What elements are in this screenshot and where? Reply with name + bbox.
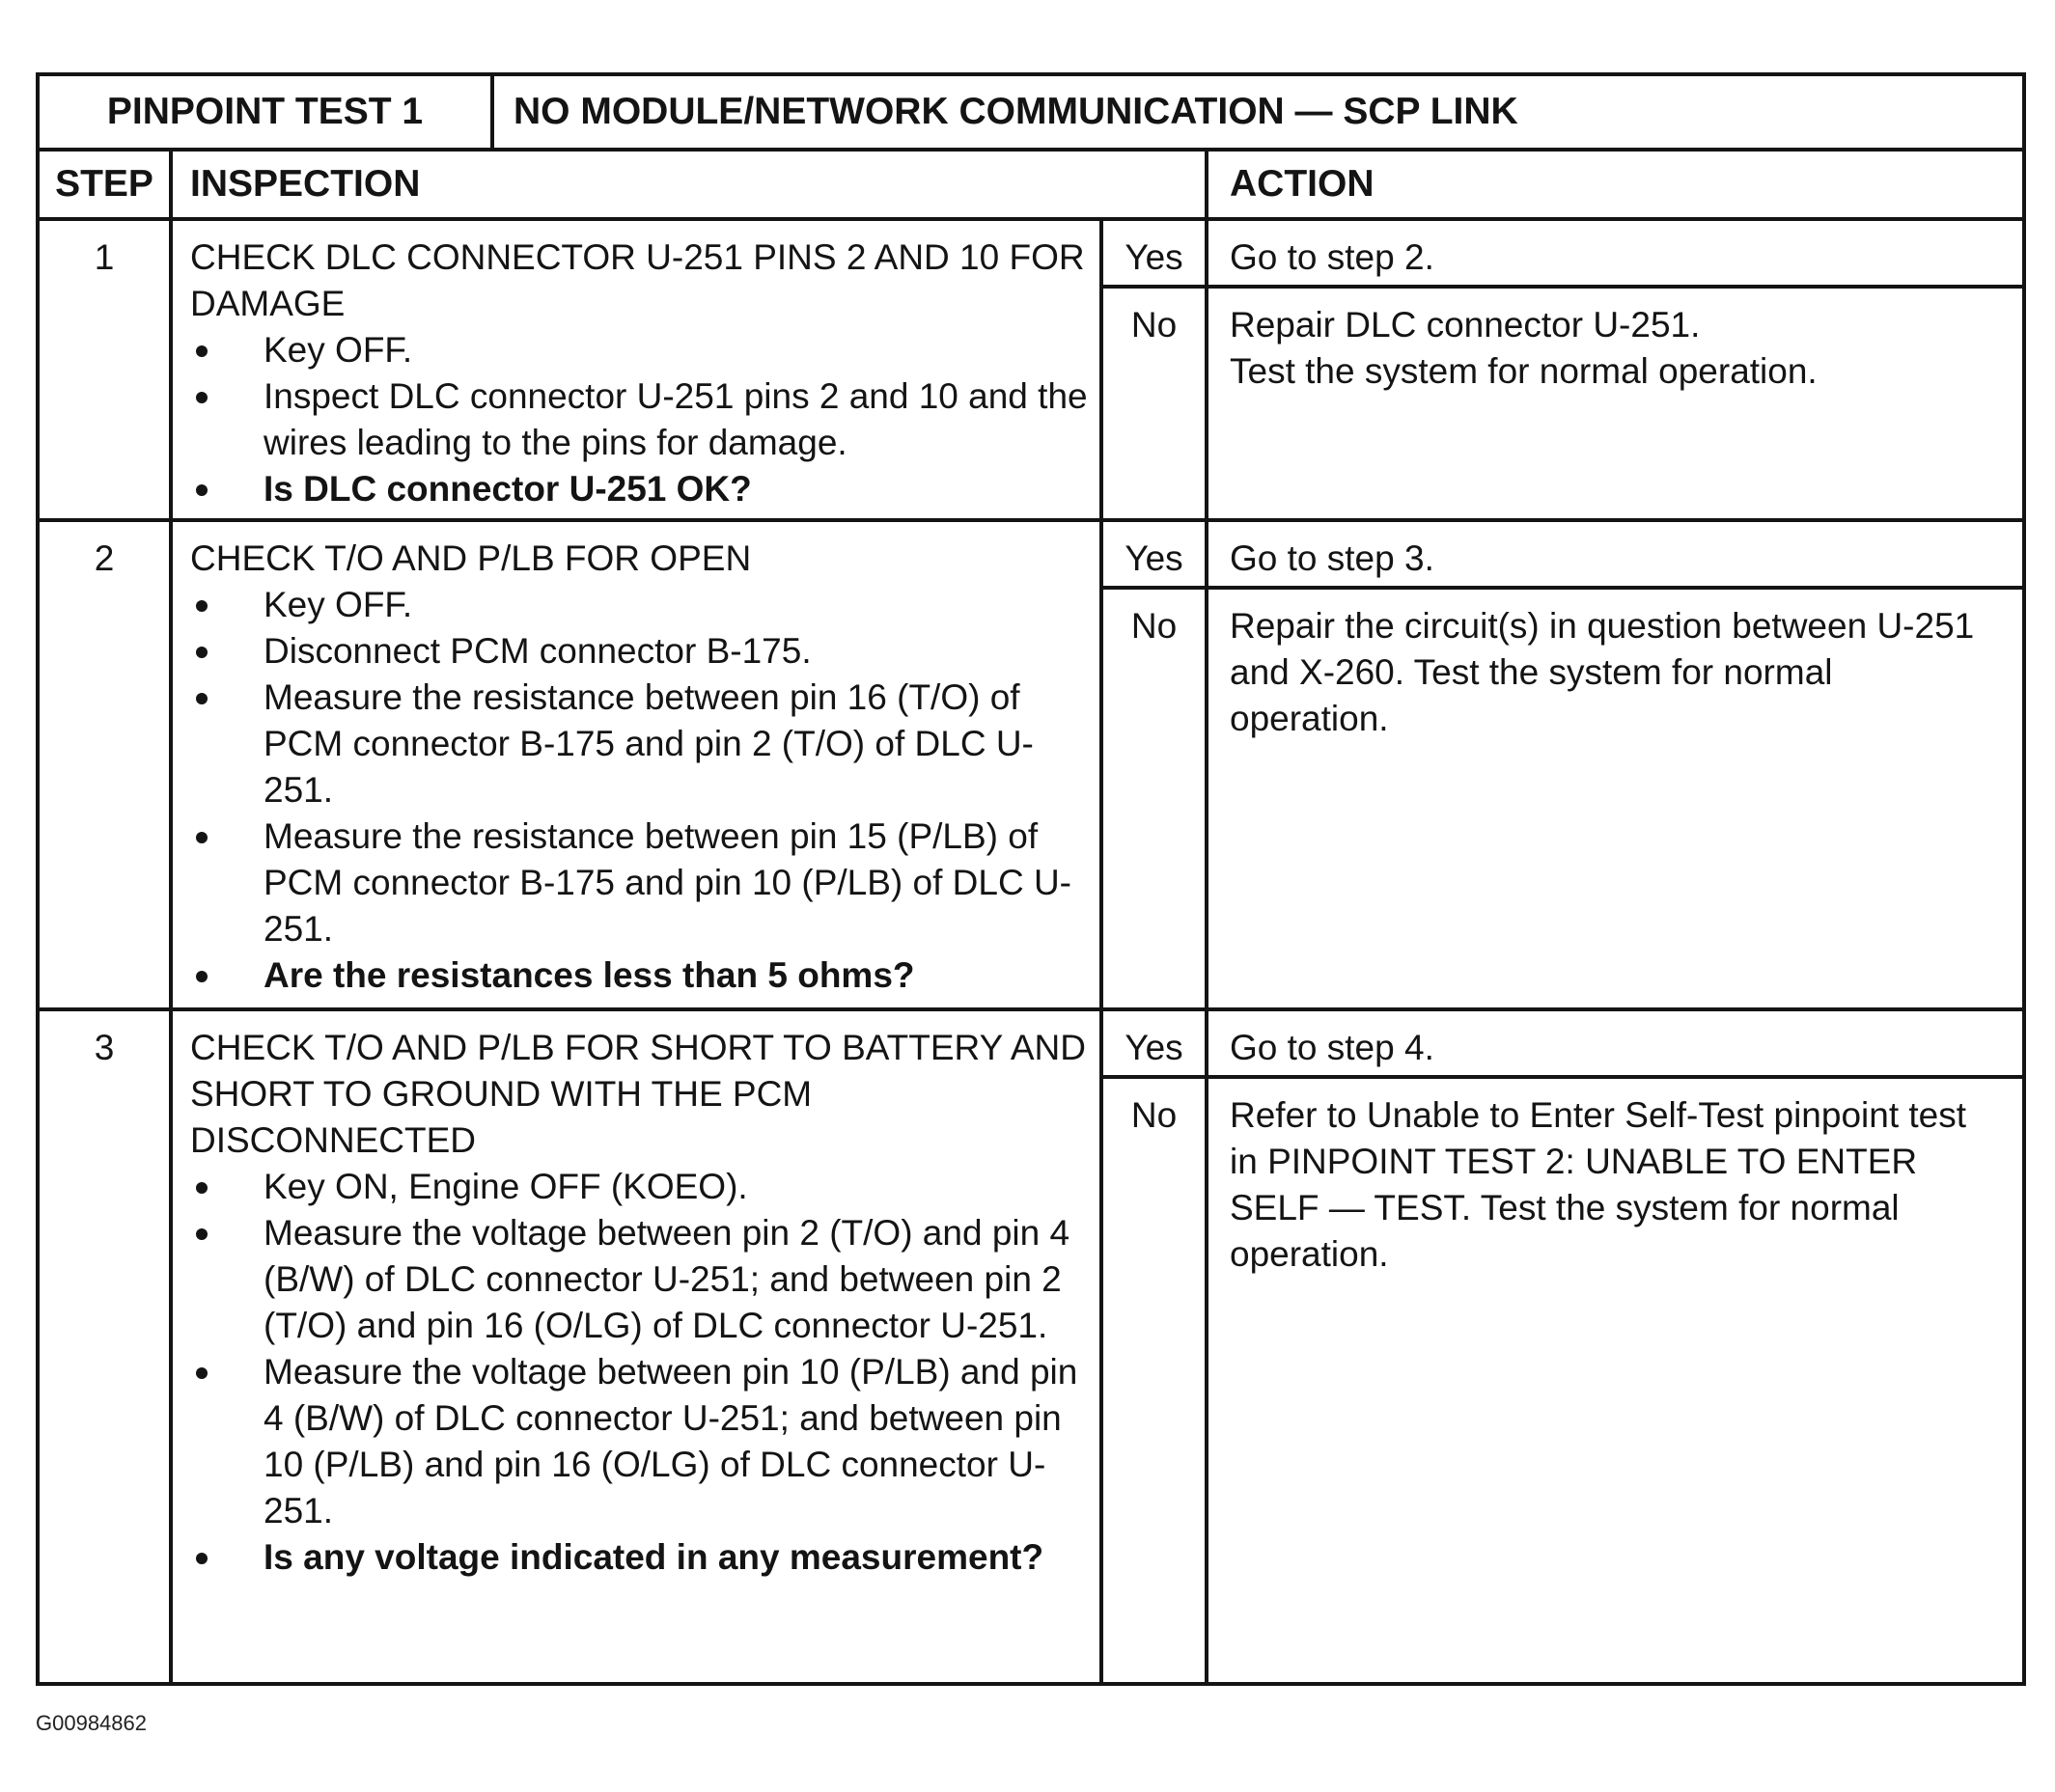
no-action — [1208, 289, 2022, 395]
step-row-2 — [40, 522, 2022, 1011]
inspection-title: CHECK T/O AND P/LB FOR SHORT TO BATTERY AND SHORT TO GROUND WITH THE PCM DISCONNECTED — [190, 1028, 1086, 1160]
inspection-question: Are the resistances less than 5 ohms? — [190, 952, 1090, 999]
column-header-row — [40, 152, 2022, 221]
inspection-title: CHECK DLC CONNECTOR U-251 PINS 2 AND 10 FOR DAMAGE — [190, 237, 1085, 323]
yes-action: Go to step 3. — [1208, 522, 2022, 590]
yes-label: Yes — [1103, 1011, 1205, 1079]
inspection-question: Is DLC connector U-251 OK? — [190, 466, 1090, 512]
step-number: 3 — [40, 1011, 173, 1682]
action-column-header: ACTION — [1230, 163, 1375, 205]
no-label: No — [1130, 1095, 1178, 1135]
bullet-item: Measure the resistance between pin 16 (T/O) of PCM connector B-175 and pin 2 (T/O) of DLC U-251. — [190, 675, 1090, 813]
yes-no-cell — [1103, 1011, 1208, 1682]
yes-no-cell — [1103, 221, 1208, 518]
inspection-column-header: INSPECTION — [173, 152, 1208, 217]
bullet-item: Key OFF. — [190, 327, 1090, 373]
yes-action: Go to step 4. — [1208, 1011, 2022, 1079]
test-name-title: NO MODULE/NETWORK COMMUNICATION — SCP LINK — [514, 91, 1518, 132]
inspection-cell — [173, 522, 1103, 1007]
yes-no-cell — [1103, 522, 1208, 1007]
figure-id: G00984862 — [36, 1711, 147, 1735]
step-row-3 — [40, 1011, 2022, 1682]
action-cell — [1208, 221, 2022, 518]
step-row-1 — [40, 221, 2022, 522]
bullet-item: Inspect DLC connector U-251 pins 2 and 10 and the wires leading to the pins for damage. — [190, 373, 1090, 466]
step-column-header: STEP — [40, 152, 173, 217]
inspection-cell — [173, 221, 1103, 518]
bullet-item: Measure the resistance between pin 15 (P/LB) of PCM connector B-175 and pin 10 (P/LB) of DLC U-251. — [190, 813, 1090, 952]
bullet-item: Key OFF. — [190, 582, 1090, 628]
inspection-title: CHECK T/O AND P/LB FOR OPEN — [190, 538, 752, 578]
inspection-bullets — [190, 327, 1090, 512]
bullet-item: Disconnect PCM connector B-175. — [190, 628, 1090, 675]
no-label: No — [1130, 305, 1178, 345]
no-action: Refer to Unable to Enter Self-Test pinpoint test in PINPOINT TEST 2: UNABLE TO ENTER SELF — TEST. Test the system for normal operation. — [1230, 1095, 1967, 1274]
bullet-item: Measure the voltage between pin 2 (T/O) and pin 4 (B/W) of DLC connector U-251; and between pin 2 (T/O) and pin 16 (O/LG) of DLC connector U-251. — [190, 1210, 1090, 1349]
pinpoint-test-table — [36, 72, 2026, 1686]
inspection-bullets — [190, 1164, 1090, 1581]
step-number: 2 — [40, 522, 173, 1007]
inspection-bullets — [190, 582, 1090, 999]
yes-label: Yes — [1103, 522, 1205, 590]
no-action: Repair the circuit(s) in question between U-251 and X-260. Test the system for normal operation. — [1230, 606, 1975, 738]
inspection-cell — [173, 1011, 1103, 1682]
yes-action: Go to step 2. — [1208, 221, 2022, 289]
action-cell — [1208, 522, 2022, 1007]
no-action-line: Test the system for normal operation. — [1230, 351, 1818, 391]
action-cell — [1208, 1011, 2022, 1682]
test-number-title: PINPOINT TEST 1 — [40, 76, 494, 148]
inspection-question: Is any voltage indicated in any measurement? — [190, 1534, 1090, 1581]
step-number: 1 — [40, 221, 173, 518]
bullet-item: Key ON, Engine OFF (KOEO). — [190, 1164, 1090, 1210]
title-row — [40, 76, 2022, 152]
no-label: No — [1130, 606, 1178, 646]
bullet-item: Measure the voltage between pin 10 (P/LB) and pin 4 (B/W) of DLC connector U-251; and between pin 10 (P/LB) and pin 16 (O/LG) of DLC connector U-251. — [190, 1349, 1090, 1534]
yes-label: Yes — [1103, 221, 1205, 289]
no-action-line: Repair DLC connector U-251. — [1230, 305, 1701, 345]
